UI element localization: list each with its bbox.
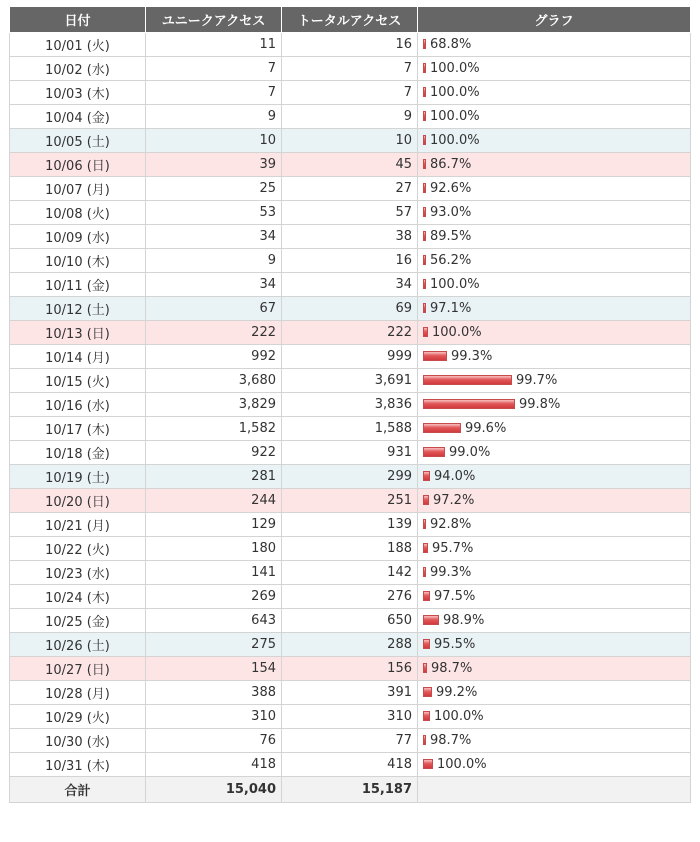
date-cell: 10/04 (金) <box>10 105 146 129</box>
date-cell: 10/22 (火) <box>10 537 146 561</box>
unique-ratio-label: 99.0% <box>449 445 491 460</box>
unique-ratio-label: 93.0% <box>430 205 472 220</box>
unique-ratio-label: 97.5% <box>434 589 476 604</box>
total-access-cell: 34 <box>282 273 418 297</box>
access-bar <box>423 711 430 721</box>
total-access-cell: 650 <box>282 609 418 633</box>
date-cell: 10/03 (木) <box>10 81 146 105</box>
graph-cell <box>418 33 691 57</box>
access-bar <box>423 687 432 697</box>
date-cell: 10/31 (木) <box>10 753 146 777</box>
unique-access-cell: 39 <box>146 153 282 177</box>
table-row <box>10 393 691 417</box>
total-access-cell: 3,691 <box>282 369 418 393</box>
unique-access-cell: 7 <box>146 57 282 81</box>
graph-cell <box>418 753 691 777</box>
access-bar <box>423 519 426 529</box>
access-stats-table <box>9 6 691 803</box>
table-row <box>10 681 691 705</box>
unique-access-cell: 9 <box>146 105 282 129</box>
total-access-cell: 391 <box>282 681 418 705</box>
unique-ratio-label: 100.0% <box>430 85 480 100</box>
graph-cell <box>418 633 691 657</box>
graph-cell <box>418 609 691 633</box>
table-row <box>10 105 691 129</box>
unique-ratio-label: 100.0% <box>430 133 480 148</box>
table-row <box>10 345 691 369</box>
date-cell: 10/29 (火) <box>10 705 146 729</box>
table-row <box>10 81 691 105</box>
total-access-cell: 142 <box>282 561 418 585</box>
unique-ratio-label: 99.3% <box>430 565 472 580</box>
unique-access-cell: 3,829 <box>146 393 282 417</box>
unique-access-cell: 244 <box>146 489 282 513</box>
total-label: 合計 <box>10 777 146 803</box>
access-bar <box>423 447 445 457</box>
unique-access-cell: 310 <box>146 705 282 729</box>
column-header-date: 日付 <box>10 7 146 33</box>
access-bar <box>423 567 426 577</box>
unique-ratio-label: 98.9% <box>443 613 485 628</box>
unique-access-cell: 388 <box>146 681 282 705</box>
access-bar <box>423 639 430 649</box>
date-cell: 10/12 (土) <box>10 297 146 321</box>
table-row <box>10 489 691 513</box>
access-bar <box>423 183 426 193</box>
date-cell: 10/11 (金) <box>10 273 146 297</box>
unique-access-cell: 76 <box>146 729 282 753</box>
table-body <box>10 33 691 777</box>
graph-cell <box>418 369 691 393</box>
table-row <box>10 321 691 345</box>
graph-cell <box>418 681 691 705</box>
date-cell: 10/09 (水) <box>10 225 146 249</box>
date-cell: 10/16 (水) <box>10 393 146 417</box>
unique-ratio-label: 100.0% <box>430 109 480 124</box>
graph-cell <box>418 201 691 225</box>
column-header-graph: グラフ <box>418 7 691 33</box>
total-access-cell: 57 <box>282 201 418 225</box>
unique-ratio-label: 99.6% <box>465 421 507 436</box>
graph-cell <box>418 537 691 561</box>
total-access-cell: 16 <box>282 33 418 57</box>
unique-ratio-label: 99.2% <box>436 685 478 700</box>
table-row <box>10 729 691 753</box>
date-cell: 10/06 (日) <box>10 153 146 177</box>
unique-access-cell: 129 <box>146 513 282 537</box>
unique-ratio-label: 56.2% <box>430 253 472 268</box>
unique-access-cell: 11 <box>146 33 282 57</box>
total-access-cell: 1,588 <box>282 417 418 441</box>
date-cell: 10/05 (土) <box>10 129 146 153</box>
date-cell: 10/24 (木) <box>10 585 146 609</box>
unique-access-cell: 1,582 <box>146 417 282 441</box>
unique-ratio-label: 68.8% <box>430 37 472 52</box>
access-bar <box>423 591 430 601</box>
access-bar <box>423 135 426 145</box>
total-access-cell: 7 <box>282 57 418 81</box>
unique-access-cell: 9 <box>146 249 282 273</box>
access-bar <box>423 399 515 409</box>
total-total-access: 15,187 <box>282 777 418 803</box>
access-bar <box>423 423 461 433</box>
table-row <box>10 609 691 633</box>
unique-ratio-label: 100.0% <box>430 61 480 76</box>
unique-access-cell: 141 <box>146 561 282 585</box>
unique-ratio-label: 95.5% <box>434 637 476 652</box>
table-row <box>10 129 691 153</box>
access-bar <box>423 39 426 49</box>
unique-ratio-label: 92.6% <box>430 181 472 196</box>
unique-access-cell: 281 <box>146 465 282 489</box>
table-row <box>10 297 691 321</box>
access-bar <box>423 231 426 241</box>
unique-ratio-label: 95.7% <box>432 541 474 556</box>
graph-cell <box>418 153 691 177</box>
table-row <box>10 177 691 201</box>
unique-ratio-label: 100.0% <box>434 709 484 724</box>
access-bar <box>423 375 512 385</box>
total-access-cell: 27 <box>282 177 418 201</box>
unique-access-cell: 53 <box>146 201 282 225</box>
total-access-cell: 69 <box>282 297 418 321</box>
total-access-cell: 276 <box>282 585 418 609</box>
total-access-cell: 38 <box>282 225 418 249</box>
total-access-cell: 77 <box>282 729 418 753</box>
table-row <box>10 417 691 441</box>
date-cell: 10/02 (水) <box>10 57 146 81</box>
access-bar <box>423 87 426 97</box>
table-row <box>10 249 691 273</box>
graph-cell <box>418 273 691 297</box>
date-cell: 10/28 (月) <box>10 681 146 705</box>
unique-access-cell: 154 <box>146 657 282 681</box>
unique-ratio-label: 98.7% <box>430 733 472 748</box>
access-bar <box>423 663 427 673</box>
table-row <box>10 537 691 561</box>
total-access-cell: 9 <box>282 105 418 129</box>
graph-cell <box>418 225 691 249</box>
graph-cell <box>418 657 691 681</box>
total-access-cell: 418 <box>282 753 418 777</box>
total-access-cell: 139 <box>282 513 418 537</box>
table-row <box>10 225 691 249</box>
unique-access-cell: 3,680 <box>146 369 282 393</box>
date-cell: 10/13 (日) <box>10 321 146 345</box>
total-access-cell: 299 <box>282 465 418 489</box>
graph-cell <box>418 441 691 465</box>
graph-cell <box>418 705 691 729</box>
access-bar <box>423 735 426 745</box>
graph-cell <box>418 561 691 585</box>
date-cell: 10/20 (日) <box>10 489 146 513</box>
date-cell: 10/27 (日) <box>10 657 146 681</box>
access-bar <box>423 207 426 217</box>
graph-cell <box>418 249 691 273</box>
total-access-cell: 310 <box>282 705 418 729</box>
total-access-cell: 16 <box>282 249 418 273</box>
date-cell: 10/01 (火) <box>10 33 146 57</box>
table-row <box>10 201 691 225</box>
access-bar <box>423 111 426 121</box>
table-row <box>10 513 691 537</box>
table-row <box>10 561 691 585</box>
unique-ratio-label: 89.5% <box>430 229 472 244</box>
date-cell: 10/14 (月) <box>10 345 146 369</box>
table-row <box>10 585 691 609</box>
graph-cell <box>418 345 691 369</box>
access-bar <box>423 303 426 313</box>
date-cell: 10/21 (月) <box>10 513 146 537</box>
table-row <box>10 57 691 81</box>
graph-cell <box>418 585 691 609</box>
total-access-cell: 3,836 <box>282 393 418 417</box>
table-row <box>10 633 691 657</box>
unique-ratio-label: 94.0% <box>434 469 476 484</box>
table-row <box>10 465 691 489</box>
access-bar <box>423 279 426 289</box>
unique-access-cell: 180 <box>146 537 282 561</box>
access-bar <box>423 615 439 625</box>
unique-access-cell: 10 <box>146 129 282 153</box>
graph-cell <box>418 105 691 129</box>
graph-cell <box>418 393 691 417</box>
graph-cell <box>418 129 691 153</box>
date-cell: 10/18 (金) <box>10 441 146 465</box>
unique-ratio-label: 97.1% <box>430 301 472 316</box>
access-bar <box>423 759 433 769</box>
graph-cell <box>418 321 691 345</box>
date-cell: 10/30 (水) <box>10 729 146 753</box>
date-cell: 10/26 (土) <box>10 633 146 657</box>
unique-ratio-label: 92.8% <box>430 517 472 532</box>
access-bar <box>423 471 430 481</box>
unique-ratio-label: 100.0% <box>437 757 487 772</box>
unique-access-cell: 275 <box>146 633 282 657</box>
unique-ratio-label: 100.0% <box>430 277 480 292</box>
table-row <box>10 441 691 465</box>
unique-ratio-label: 99.7% <box>516 373 558 388</box>
total-unique-access: 15,040 <box>146 777 282 803</box>
unique-access-cell: 269 <box>146 585 282 609</box>
access-bar <box>423 351 447 361</box>
unique-access-cell: 222 <box>146 321 282 345</box>
access-bar <box>423 159 426 169</box>
unique-access-cell: 67 <box>146 297 282 321</box>
graph-cell <box>418 489 691 513</box>
column-header-unique-access: ユニークアクセス <box>146 7 282 33</box>
graph-cell <box>418 417 691 441</box>
total-graph-cell <box>418 777 691 803</box>
total-access-cell: 222 <box>282 321 418 345</box>
table-row <box>10 273 691 297</box>
unique-access-cell: 25 <box>146 177 282 201</box>
table-row <box>10 753 691 777</box>
table-row <box>10 153 691 177</box>
graph-cell <box>418 81 691 105</box>
total-access-cell: 156 <box>282 657 418 681</box>
column-header-total-access: トータルアクセス <box>282 7 418 33</box>
unique-access-cell: 992 <box>146 345 282 369</box>
access-bar <box>423 543 428 553</box>
total-row <box>10 777 691 803</box>
unique-ratio-label: 98.7% <box>431 661 473 676</box>
access-bar <box>423 255 426 265</box>
access-bar <box>423 63 426 73</box>
date-cell: 10/10 (木) <box>10 249 146 273</box>
date-cell: 10/19 (土) <box>10 465 146 489</box>
graph-cell <box>418 729 691 753</box>
unique-access-cell: 643 <box>146 609 282 633</box>
total-access-cell: 931 <box>282 441 418 465</box>
date-cell: 10/25 (金) <box>10 609 146 633</box>
graph-cell <box>418 465 691 489</box>
access-bar <box>423 327 428 337</box>
unique-ratio-label: 100.0% <box>432 325 482 340</box>
table-row <box>10 33 691 57</box>
date-cell: 10/07 (月) <box>10 177 146 201</box>
date-cell: 10/23 (水) <box>10 561 146 585</box>
unique-access-cell: 7 <box>146 81 282 105</box>
unique-access-cell: 922 <box>146 441 282 465</box>
table-row <box>10 705 691 729</box>
table-row <box>10 657 691 681</box>
total-access-cell: 7 <box>282 81 418 105</box>
graph-cell <box>418 57 691 81</box>
date-cell: 10/17 (木) <box>10 417 146 441</box>
date-cell: 10/15 (火) <box>10 369 146 393</box>
total-access-cell: 10 <box>282 129 418 153</box>
unique-access-cell: 418 <box>146 753 282 777</box>
unique-ratio-label: 99.8% <box>519 397 561 412</box>
total-access-cell: 45 <box>282 153 418 177</box>
total-access-cell: 288 <box>282 633 418 657</box>
table-header-row <box>10 7 691 33</box>
unique-access-cell: 34 <box>146 225 282 249</box>
total-access-cell: 999 <box>282 345 418 369</box>
unique-ratio-label: 97.2% <box>433 493 475 508</box>
unique-ratio-label: 99.3% <box>451 349 493 364</box>
graph-cell <box>418 177 691 201</box>
table-row <box>10 369 691 393</box>
graph-cell <box>418 513 691 537</box>
graph-cell <box>418 297 691 321</box>
unique-access-cell: 34 <box>146 273 282 297</box>
access-bar <box>423 495 429 505</box>
unique-ratio-label: 86.7% <box>430 157 472 172</box>
total-access-cell: 251 <box>282 489 418 513</box>
total-access-cell: 188 <box>282 537 418 561</box>
date-cell: 10/08 (火) <box>10 201 146 225</box>
